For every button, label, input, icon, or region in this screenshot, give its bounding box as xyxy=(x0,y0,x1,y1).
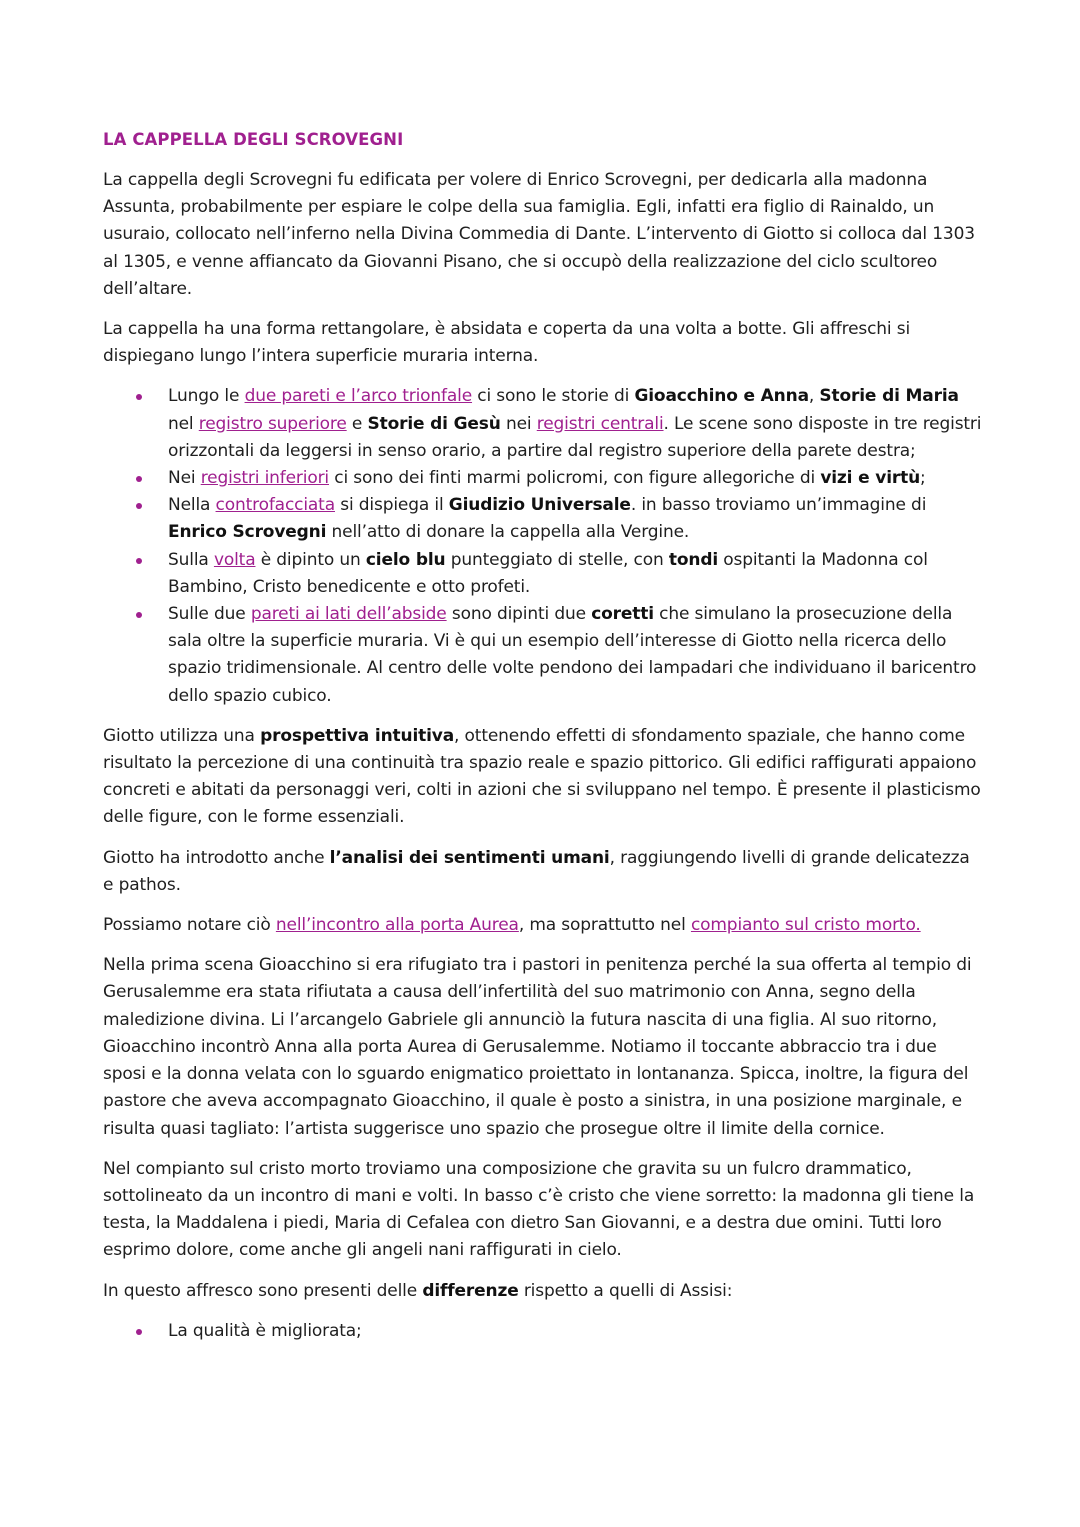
bullet-icon xyxy=(136,1329,142,1335)
text: Lungo le xyxy=(168,386,245,407)
bold-text: differenze xyxy=(422,1280,519,1301)
bold-text: vizi e virtù xyxy=(820,468,921,489)
structure-paragraph: La cappella ha una forma rettangolare, è absidata e coperta da una volta a botte. Gli affreschi si dispiegano lungo l’intera superficie muraria interna. xyxy=(103,319,911,367)
text: ci sono le storie di xyxy=(472,386,635,407)
text: Sulle due xyxy=(168,604,251,625)
perspective-paragraph xyxy=(103,723,983,832)
first-scene-paragraph: Nella prima scena Gioacchino si era rifugiato tra i pastori in penitenza perché la sua offerta al tempio di Gerusalemme era stata rifiutata a causa dell’infertilità del suo matrimonio con Anna, segno della maledizione divina. Li l’arcangelo Gabriele gli annunciò la futura nascita di una figlia. Al suo ritorno, Gioacchino incontrò Anna alla porta Aurea di Gerusalemme. Notiamo il toccante abbraccio tra i due sposi e la donna velata con lo sguardo enigmatico proiettato in lontananza. Spicca, inoltre, la figura del pastore che aveva accompagnato Gioacchino, il quale è posto a sinistra, in una posizione marginale, e risulta quasi tagliato: l’artista suggerisce uno spazio che prosegue oltre il limite della cornice. xyxy=(103,955,972,1139)
bold-text: Giudizio Universale xyxy=(448,495,631,516)
differences-paragraph xyxy=(103,1278,983,1305)
text: La qualità è migliorata; xyxy=(168,1320,362,1341)
list-item xyxy=(103,1318,983,1345)
link-incontro-porta-aurea[interactable]: nell’incontro alla porta Aurea xyxy=(275,915,519,936)
text: ospitanti la Madonna col Bambino, Cristo benedicente e otto profeti. xyxy=(168,549,928,597)
text: ci sono dei finti marmi policromi, con figure allegoriche di xyxy=(329,468,821,489)
link-pareti-abside[interactable]: pareti ai lati dell’abside xyxy=(250,604,447,625)
examples-paragraph xyxy=(103,912,983,939)
text: , raggiungendo livelli di grande delicatezza e pathos. xyxy=(103,847,970,895)
text: In questo affresco sono presenti delle xyxy=(103,1280,423,1301)
text: , ottenendo effetti di sfondamento spaziale, che hanno come risultato la percezione di una continuità tra spazio reale e spazio pittorico. Gli edifici raffigurati appaiono concreti e abitati da personaggi veri, colti in azioni che si sviluppano nel tempo. È presente il plasticismo delle figure, con le forme essenziali. xyxy=(103,725,981,828)
list-item xyxy=(103,465,983,492)
differences-list xyxy=(103,1318,983,1345)
features-list xyxy=(103,383,983,709)
list-item xyxy=(103,492,983,546)
list-item xyxy=(103,547,983,601)
bold-text: coretti xyxy=(591,604,654,625)
link-compianto-cristo-morto[interactable]: compianto sul cristo morto. xyxy=(690,915,921,936)
feelings-paragraph xyxy=(103,845,983,899)
bullet-icon xyxy=(136,612,142,618)
text: è dipinto un xyxy=(255,549,366,570)
bold-text: Storie di Gesù xyxy=(367,413,501,434)
link-registro-superiore[interactable]: registro superiore xyxy=(198,413,347,434)
bold-text: prospettiva intuitiva xyxy=(260,725,455,746)
compianto-paragraph: Nel compianto sul cristo morto troviamo una composizione che gravita su un fulcro drammatico, sottolineato da un incontro di mani e volti. In basso c’è cristo che viene sorretto: la madonna gli tiene la testa, la Maddalena i piedi, Maria di Cefalea con dietro San Giovanni, e a destra due omini. Tutti loro esprimo dolore, come anche gli angeli nani raffigurati in cielo. xyxy=(103,1158,975,1261)
link-registri-centrali[interactable]: registri centrali xyxy=(536,413,664,434)
text: Giotto utilizza una xyxy=(103,725,261,746)
text: si dispiega il xyxy=(334,495,449,516)
text: Possiamo notare ciò xyxy=(103,915,276,936)
text: , xyxy=(808,386,820,407)
bold-text: Storie di Maria xyxy=(819,386,959,407)
text: . in basso troviamo un’immagine di xyxy=(630,495,927,516)
text: che simulano la prosecuzione della sala oltre la superficie muraria. Vi è qui un esempio dell’interesse di Giotto nella ricerca dello spazio tridimensionale. Al centro delle volte pendono dei lampadari che individuano il baricentro dello spazio cubico. xyxy=(168,604,977,706)
bullet-icon xyxy=(136,476,142,482)
link-volta[interactable]: volta xyxy=(213,549,256,570)
bold-text: cielo blu xyxy=(365,549,446,570)
bold-text: Gioacchino e Anna xyxy=(634,386,809,407)
text: sono dipinti due xyxy=(446,604,592,625)
text: , ma soprattutto nel xyxy=(518,915,691,936)
text: . Le scene sono disposte in tre registri orizzontali da leggersi in senso orario, a partire dal registro superiore della parete destra; xyxy=(168,413,982,461)
link-controfacciata[interactable]: controfacciata xyxy=(215,495,335,516)
bullet-icon xyxy=(136,558,142,564)
bullet-icon xyxy=(136,394,142,400)
bold-text: tondi xyxy=(668,549,719,570)
text: punteggiato di stelle, con xyxy=(445,549,669,570)
bullet-icon xyxy=(136,503,142,509)
text: Nei xyxy=(168,468,201,489)
text: Nella xyxy=(168,495,216,516)
bold-text: Enrico Scrovegni xyxy=(168,522,327,543)
text: ; xyxy=(920,468,926,489)
text: nel xyxy=(168,413,199,434)
text: Giotto ha introdotto anche xyxy=(103,847,330,868)
list-item xyxy=(103,383,983,465)
document-body xyxy=(103,127,983,1358)
link-registri-inferiori[interactable]: registri inferiori xyxy=(200,468,329,489)
text: nei xyxy=(500,413,537,434)
bold-text: l’analisi dei sentimenti umani xyxy=(329,847,610,868)
text: nell’atto di donare la cappella alla Vergine. xyxy=(326,522,690,543)
text: e xyxy=(346,413,368,434)
link-pareti-arco[interactable]: due pareti e l’arco trionfale xyxy=(244,386,473,407)
list-item xyxy=(103,601,983,710)
intro-paragraph: La cappella degli Scrovegni fu edificata per volere di Enrico Scrovegni, per dedicarla alla madonna Assunta, probabilmente per espiare le colpe della sua famiglia. Egli, infatti era figlio di Rainaldo, un usuraio, collocato nell’inferno nella Divina Commedia di Dante. L’intervento di Giotto si colloca dal 1303 al 1305, e venne affiancato da Giovanni Pisano, che si occupò della realizzazione del ciclo scultoreo dell’altare. xyxy=(103,170,975,299)
page-title: LA CAPPELLA DEGLI SCROVEGNI xyxy=(103,130,404,149)
text: Sulla xyxy=(168,549,214,570)
text: rispetto a quelli di Assisi: xyxy=(518,1280,733,1301)
